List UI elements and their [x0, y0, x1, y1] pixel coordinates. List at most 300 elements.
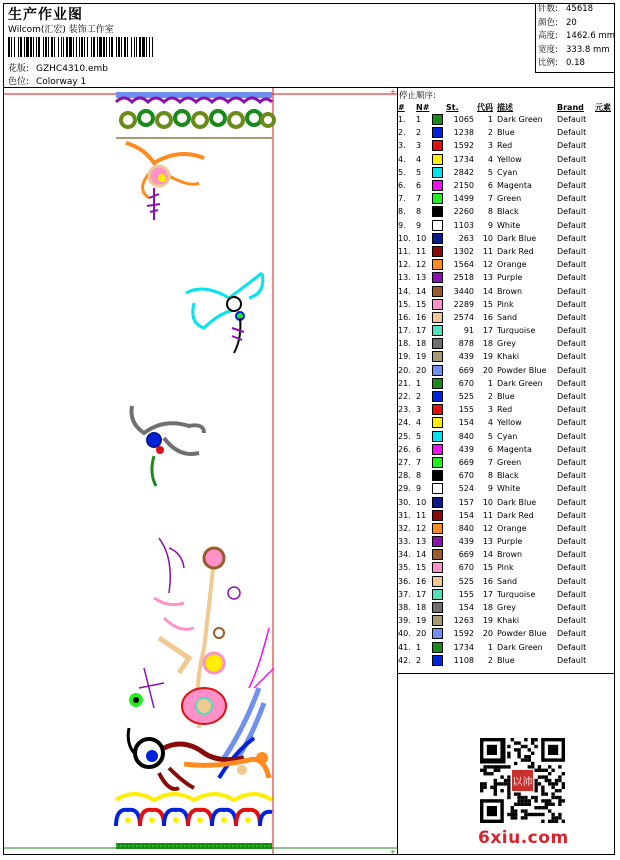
row-code: 3 [487, 141, 493, 151]
row-index: 10. [398, 233, 411, 243]
row-element [595, 311, 611, 324]
table-row [398, 443, 611, 456]
row-element [595, 641, 611, 654]
color-swatch [432, 602, 443, 613]
row-brand: Default [557, 642, 587, 652]
row-stitches: 154 [458, 510, 474, 520]
row-needle: 6 [416, 181, 422, 191]
row-index: 30. [398, 497, 411, 507]
color-swatch [432, 497, 443, 508]
row-needle: 20 [416, 365, 427, 375]
row-needle: 18 [416, 603, 427, 613]
color-swatch [432, 233, 443, 244]
table-row [398, 654, 611, 667]
row-swatch [432, 126, 446, 139]
table-row [398, 548, 611, 561]
row-index: 8. [398, 207, 406, 217]
row-swatch [432, 456, 446, 469]
row-element [595, 284, 611, 297]
row-code: 2 [487, 655, 493, 665]
row-description: Powder Blue [497, 629, 547, 639]
row-code: 8 [487, 207, 493, 217]
row-description: Cyan [497, 167, 518, 177]
color-swatch [432, 444, 443, 455]
row-stitches: 1065 [453, 115, 474, 125]
row-description: Pink [497, 299, 514, 309]
row-stitches: 670 [458, 471, 474, 481]
row-swatch [432, 179, 446, 192]
row-element [595, 443, 611, 456]
row-description: Black [497, 471, 519, 481]
row-index: 23. [398, 405, 411, 415]
row-brand: Default [557, 299, 587, 309]
color-swatch [432, 338, 443, 349]
row-element [595, 324, 611, 337]
row-element [595, 522, 611, 535]
row-index: 42. [398, 655, 411, 665]
row-element [595, 298, 611, 311]
color-swatch [432, 457, 443, 468]
table-row [398, 126, 611, 139]
row-description: Turquoise [497, 326, 536, 336]
row-stitches: 1734 [453, 642, 474, 652]
row-index: 3. [398, 141, 406, 151]
colorway-value: Colorway 1 [36, 77, 87, 87]
row-code: 14 [482, 550, 493, 560]
row-index: 1. [398, 115, 406, 125]
row-description: Khaki [497, 352, 520, 362]
color-swatch [432, 127, 443, 138]
row-description: Sand [497, 312, 518, 322]
filename-value: GZHC4310.emb [36, 64, 108, 74]
row-description: Brown [497, 550, 523, 560]
row-stitches: 91 [463, 326, 474, 336]
row-code: 15 [482, 299, 493, 309]
row-swatch [432, 139, 446, 152]
row-needle: 17 [416, 589, 427, 599]
row-brand: Default [557, 392, 587, 402]
stop-sequence-table [398, 101, 611, 667]
color-swatch [432, 523, 443, 534]
row-needle: 14 [416, 286, 427, 296]
color-swatch [432, 510, 443, 521]
row-element [595, 205, 611, 218]
row-brand: Default [557, 181, 587, 191]
row-swatch [432, 641, 446, 654]
row-needle: 9 [416, 484, 422, 494]
row-description: Red [497, 141, 513, 151]
row-code: 16 [482, 576, 493, 586]
row-code: 19 [482, 352, 493, 362]
filename-row [8, 61, 108, 74]
col-header-swatch [432, 101, 446, 113]
row-needle: 7 [416, 194, 422, 204]
row-stitches: 1263 [453, 616, 474, 626]
row-code: 3 [487, 405, 493, 415]
row-index: 24. [398, 418, 411, 428]
row-description: Brown [497, 286, 523, 296]
row-needle: 7 [416, 457, 422, 467]
row-element [595, 364, 611, 377]
table-row [398, 113, 611, 126]
row-description: Purple [497, 537, 523, 547]
row-index: 19. [398, 352, 411, 362]
table-row [398, 153, 611, 166]
row-index: 9. [398, 220, 406, 230]
embroidery-design-preview [4, 88, 397, 854]
row-swatch [432, 575, 446, 588]
row-brand: Default [557, 326, 587, 336]
color-swatch [432, 417, 443, 428]
col-header-stitches: St. [446, 102, 459, 112]
table-row [398, 641, 611, 654]
col-header-index: # [398, 102, 405, 112]
color-swatch [432, 470, 443, 481]
color-swatch [432, 391, 443, 402]
top-border-motif [116, 92, 274, 138]
row-code: 10 [482, 497, 493, 507]
row-swatch [432, 258, 446, 271]
color-swatch [432, 536, 443, 547]
row-swatch [432, 614, 446, 627]
row-code: 12 [482, 260, 493, 270]
row-description: Green [497, 457, 522, 467]
row-description: Powder Blue [497, 365, 547, 375]
row-brand: Default [557, 207, 587, 217]
table-row [398, 495, 611, 508]
row-swatch [432, 153, 446, 166]
row-swatch [432, 469, 446, 482]
row-swatch [432, 377, 446, 390]
row-swatch [432, 192, 446, 205]
page-title: 生产作业图 [8, 7, 83, 23]
row-code: 5 [487, 167, 493, 177]
table-row [398, 416, 611, 429]
row-brand: Default [557, 260, 587, 270]
row-brand: Default [557, 471, 587, 481]
table-row [398, 614, 611, 627]
row-description: Black [497, 207, 519, 217]
row-brand: Default [557, 497, 587, 507]
bottom-border-motif [116, 794, 272, 849]
row-swatch [432, 403, 446, 416]
row-code: 15 [482, 563, 493, 573]
row-description: Blue [497, 128, 515, 138]
row-stitches: 1564 [453, 260, 474, 270]
table-row [398, 588, 611, 601]
row-brand: Default [557, 418, 587, 428]
row-needle: 15 [416, 299, 427, 309]
row-swatch [432, 522, 446, 535]
row-needle: 15 [416, 563, 427, 573]
row-index: 11. [398, 246, 411, 256]
row-stitches: 1734 [453, 154, 474, 164]
row-index: 14. [398, 286, 411, 296]
table-row [398, 561, 611, 574]
row-needle: 3 [416, 405, 422, 415]
color-swatch [432, 325, 443, 336]
row-stitches: 157 [458, 497, 474, 507]
table-row [398, 337, 611, 350]
row-stitches: 439 [458, 444, 474, 454]
row-swatch [432, 482, 446, 495]
row-index: 4. [398, 154, 406, 164]
row-code: 2 [487, 392, 493, 402]
row-element [595, 377, 611, 390]
row-stitches: 525 [458, 392, 474, 402]
row-code: 9 [487, 220, 493, 230]
row-index: 13. [398, 273, 411, 283]
row-swatch [432, 416, 446, 429]
row-code: 7 [487, 194, 493, 204]
row-index: 20. [398, 365, 411, 375]
row-needle: 5 [416, 167, 422, 177]
color-swatch [432, 576, 443, 587]
row-description: Khaki [497, 616, 520, 626]
color-swatch [432, 114, 443, 125]
row-element [595, 495, 611, 508]
row-element [595, 139, 611, 152]
row-code: 20 [482, 365, 493, 375]
row-brand: Default [557, 154, 587, 164]
table-row [398, 324, 611, 337]
row-description: Yellow [497, 154, 522, 164]
row-description: Dark Blue [497, 233, 537, 243]
filename-label: 花版: [8, 64, 30, 74]
row-stitches: 1108 [453, 655, 474, 665]
row-code: 8 [487, 471, 493, 481]
row-element [595, 482, 611, 495]
row-swatch [432, 232, 446, 245]
stat-row: 颜色: 20 [538, 17, 577, 28]
row-needle: 13 [416, 537, 427, 547]
row-swatch [432, 271, 446, 284]
row-stitches: 154 [458, 418, 474, 428]
stat-row: 高度: 1462.6 mm [538, 31, 616, 41]
table-row [398, 271, 611, 284]
row-description: Dark Red [497, 246, 534, 256]
row-element [595, 179, 611, 192]
color-swatch [432, 378, 443, 389]
col-header-element: 元素 [595, 102, 611, 112]
row-code: 6 [487, 444, 493, 454]
row-description: Dark Green [497, 642, 543, 652]
row-swatch [432, 588, 446, 601]
color-swatch [432, 615, 443, 626]
color-swatch [432, 628, 443, 639]
row-element [595, 416, 611, 429]
row-code: 11 [482, 246, 493, 256]
table-row [398, 601, 611, 614]
stop-sequence-title: 停止顺序: [399, 91, 436, 101]
row-stitches: 669 [458, 550, 474, 560]
row-brand: Default [557, 563, 587, 573]
row-code: 7 [487, 457, 493, 467]
table-row [398, 522, 611, 535]
divider [397, 673, 615, 674]
row-code: 16 [482, 312, 493, 322]
row-description: Dark Green [497, 115, 543, 125]
row-brand: Default [557, 603, 587, 613]
row-code: 1 [487, 115, 493, 125]
row-swatch [432, 443, 446, 456]
row-stitches: 1592 [453, 629, 474, 639]
row-stitches: 3440 [453, 286, 474, 296]
row-index: 22. [398, 392, 411, 402]
row-description: Cyan [497, 431, 518, 441]
table-row [398, 245, 611, 258]
table-row [398, 205, 611, 218]
table-row [398, 390, 611, 403]
row-swatch [432, 390, 446, 403]
row-needle: 19 [416, 352, 427, 362]
table-row [398, 192, 611, 205]
row-brand: Default [557, 365, 587, 375]
row-code: 12 [482, 523, 493, 533]
table-row [398, 166, 611, 179]
row-code: 14 [482, 286, 493, 296]
row-brand: Default [557, 312, 587, 322]
row-code: 13 [482, 273, 493, 283]
row-element [595, 403, 611, 416]
row-needle: 9 [416, 220, 422, 230]
color-swatch [432, 299, 443, 310]
row-element [595, 113, 611, 126]
svg-text:+: + [390, 848, 396, 854]
barcode [8, 37, 153, 57]
row-needle: 6 [416, 444, 422, 454]
row-code: 11 [482, 510, 493, 520]
row-index: 28. [398, 471, 411, 481]
color-swatch [432, 365, 443, 376]
row-description: White [497, 220, 521, 230]
table-row [398, 232, 611, 245]
table-row [398, 377, 611, 390]
row-needle: 8 [416, 207, 422, 217]
color-swatch [432, 246, 443, 257]
row-stitches: 840 [458, 431, 474, 441]
table-row [398, 139, 611, 152]
row-stitches: 525 [458, 576, 474, 586]
row-description: Orange [497, 523, 527, 533]
color-swatch [432, 483, 443, 494]
color-swatch [432, 272, 443, 283]
row-index: 21. [398, 378, 411, 388]
row-swatch [432, 337, 446, 350]
row-brand: Default [557, 616, 587, 626]
row-needle: 18 [416, 339, 427, 349]
row-needle: 2 [416, 655, 422, 665]
row-needle: 16 [416, 312, 427, 322]
row-needle: 10 [416, 233, 427, 243]
row-description: Orange [497, 260, 527, 270]
row-needle: 13 [416, 273, 427, 283]
col-header-needle: N# [416, 102, 430, 112]
row-code: 6 [487, 181, 493, 191]
stat-row: 针数: 45618 [538, 4, 594, 14]
row-element [595, 575, 611, 588]
row-description: Dark Green [497, 378, 543, 388]
row-brand: Default [557, 352, 587, 362]
row-needle: 11 [416, 246, 427, 256]
row-index: 29. [398, 484, 411, 494]
row-swatch [432, 113, 446, 126]
table-row [398, 509, 611, 522]
row-element [595, 588, 611, 601]
row-needle: 1 [416, 642, 422, 652]
color-swatch [432, 589, 443, 600]
color-swatch [432, 154, 443, 165]
row-stitches: 2518 [453, 273, 474, 283]
row-element [595, 390, 611, 403]
table-row [398, 456, 611, 469]
row-brand: Default [557, 167, 587, 177]
row-description: Turquoise [497, 589, 536, 599]
row-code: 20 [482, 629, 493, 639]
color-swatch [432, 140, 443, 151]
row-index: 41. [398, 642, 411, 652]
row-description: Dark Blue [497, 497, 537, 507]
row-stitches: 878 [458, 339, 474, 349]
row-needle: 2 [416, 392, 422, 402]
row-element [595, 245, 611, 258]
row-code: 9 [487, 484, 493, 494]
row-stitches: 439 [458, 352, 474, 362]
row-swatch [432, 430, 446, 443]
row-code: 1 [487, 378, 493, 388]
row-needle: 4 [416, 418, 422, 428]
company-name: Wilcom(汇宏) 装饰工作室 [8, 25, 114, 35]
row-stitches: 2574 [453, 312, 474, 322]
row-swatch [432, 324, 446, 337]
row-index: 5. [398, 167, 406, 177]
color-swatch [432, 642, 443, 653]
color-swatch [432, 562, 443, 573]
row-brand: Default [557, 444, 587, 454]
row-index: 34. [398, 550, 411, 560]
row-index: 16. [398, 312, 411, 322]
row-description: Yellow [497, 418, 522, 428]
row-swatch [432, 219, 446, 232]
row-swatch [432, 548, 446, 561]
row-index: 39. [398, 616, 411, 626]
row-brand: Default [557, 550, 587, 560]
row-code: 4 [487, 154, 493, 164]
row-description: Sand [497, 576, 518, 586]
row-brand: Default [557, 629, 587, 639]
row-description: Blue [497, 655, 515, 665]
row-brand: Default [557, 339, 587, 349]
row-brand: Default [557, 523, 587, 533]
row-brand: Default [557, 141, 587, 151]
table-row [398, 311, 611, 324]
row-code: 13 [482, 537, 493, 547]
row-stitches: 524 [458, 484, 474, 494]
row-description: Grey [497, 339, 516, 349]
row-brand: Default [557, 405, 587, 415]
row-element [595, 126, 611, 139]
row-description: Pink [497, 563, 514, 573]
row-brand: Default [557, 655, 587, 665]
table-row [398, 535, 611, 548]
row-code: 17 [482, 326, 493, 336]
row-index: 35. [398, 563, 411, 573]
row-needle: 17 [416, 326, 427, 336]
row-stitches: 1103 [453, 220, 474, 230]
row-index: 25. [398, 431, 411, 441]
color-swatch [432, 220, 443, 231]
row-element [595, 548, 611, 561]
